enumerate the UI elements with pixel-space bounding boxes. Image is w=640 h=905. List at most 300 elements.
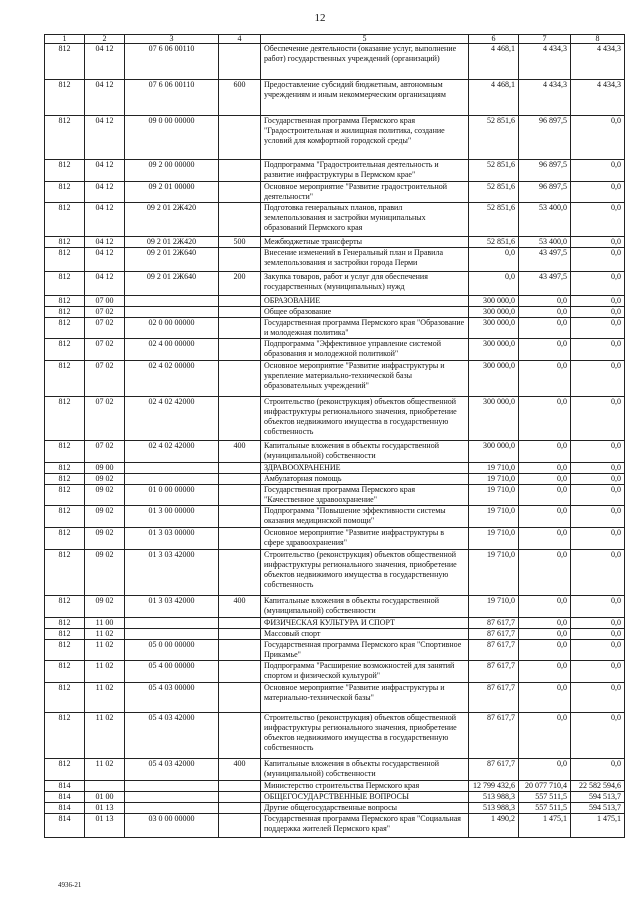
table-row	[45, 618, 625, 629]
cell-amount-year3: 0,0	[571, 307, 625, 318]
cell-amount-year2: 0,0	[519, 661, 571, 683]
table-row	[45, 683, 625, 713]
cell-amount-year1: 19 710,0	[469, 506, 519, 528]
cell-amount-year2: 557 511,5	[519, 792, 571, 803]
cell-amount-year2: 0,0	[519, 640, 571, 661]
cell-expense-type	[219, 550, 261, 596]
cell-administrator: 812	[45, 618, 85, 629]
cell-name: Капитальные вложения в объекты государственной (муниципальной) собственности	[261, 596, 469, 618]
cell-amount-year3: 0,0	[571, 618, 625, 629]
cell-amount-year3: 0,0	[571, 640, 625, 661]
table-row	[45, 296, 625, 307]
cell-expense-type: 400	[219, 441, 261, 463]
cell-target-article: 02 4 02 42000	[125, 397, 219, 441]
table-row	[45, 44, 625, 80]
cell-section: 04 12	[85, 116, 125, 160]
cell-section: 09 00	[85, 463, 125, 474]
cell-administrator: 812	[45, 506, 85, 528]
cell-amount-year2: 0,0	[519, 397, 571, 441]
cell-amount-year3: 0,0	[571, 361, 625, 397]
table-row	[45, 237, 625, 248]
cell-section: 11 02	[85, 640, 125, 661]
table-row	[45, 339, 625, 361]
cell-target-article: 03 0 00 00000	[125, 814, 219, 838]
cell-target-article: 09 2 01 00000	[125, 182, 219, 203]
cell-administrator: 812	[45, 182, 85, 203]
cell-section: 09 02	[85, 506, 125, 528]
table-row	[45, 463, 625, 474]
cell-amount-year3: 0,0	[571, 160, 625, 182]
cell-amount-year3: 4 434,3	[571, 80, 625, 116]
budget-table	[44, 34, 625, 838]
cell-name: Капитальные вложения в объекты государственной (муниципальной) собственности	[261, 759, 469, 781]
cell-amount-year1: 19 710,0	[469, 550, 519, 596]
cell-target-article: 02 0 00 00000	[125, 318, 219, 339]
cell-amount-year3: 0,0	[571, 596, 625, 618]
cell-administrator: 812	[45, 759, 85, 781]
cell-section: 07 02	[85, 339, 125, 361]
cell-amount-year1: 87 617,7	[469, 713, 519, 759]
cell-expense-type	[219, 203, 261, 237]
cell-amount-year1: 52 851,6	[469, 203, 519, 237]
cell-target-article: 09 2 01 2Ж640	[125, 272, 219, 296]
table-row	[45, 441, 625, 463]
cell-target-article: 09 2 00 00000	[125, 160, 219, 182]
cell-name: Межбюджетные трансферты	[261, 237, 469, 248]
cell-section: 07 02	[85, 307, 125, 318]
cell-amount-year3: 0,0	[571, 182, 625, 203]
cell-expense-type: 400	[219, 596, 261, 618]
cell-expense-type	[219, 629, 261, 640]
cell-target-article	[125, 463, 219, 474]
cell-name: Капитальные вложения в объекты государственной (муниципальной) собственности	[261, 441, 469, 463]
cell-administrator: 812	[45, 272, 85, 296]
cell-amount-year1: 87 617,7	[469, 640, 519, 661]
cell-amount-year3: 0,0	[571, 713, 625, 759]
cell-name: Подпрограмма "Эффективное управление системой образования и молодежной политикой"	[261, 339, 469, 361]
cell-amount-year2: 0,0	[519, 506, 571, 528]
cell-administrator: 812	[45, 463, 85, 474]
cell-name: ФИЗИЧЕСКАЯ КУЛЬТУРА И СПОРТ	[261, 618, 469, 629]
cell-administrator: 812	[45, 683, 85, 713]
cell-amount-year3: 0,0	[571, 318, 625, 339]
cell-target-article: 05 4 03 42000	[125, 759, 219, 781]
cell-amount-year3: 0,0	[571, 506, 625, 528]
cell-amount-year1: 52 851,6	[469, 237, 519, 248]
cell-expense-type	[219, 618, 261, 629]
cell-name: Подготовка генеральных планов, правил землепользования и застройки муниципальных образований Пермского края	[261, 203, 469, 237]
cell-section: 07 02	[85, 397, 125, 441]
cell-target-article	[125, 792, 219, 803]
cell-section: 07 02	[85, 318, 125, 339]
cell-section: 07 00	[85, 296, 125, 307]
cell-amount-year3: 0,0	[571, 248, 625, 272]
cell-section: 09 02	[85, 550, 125, 596]
cell-section: 09 02	[85, 596, 125, 618]
cell-section: 07 02	[85, 361, 125, 397]
cell-amount-year3: 0,0	[571, 397, 625, 441]
cell-section: 04 12	[85, 237, 125, 248]
cell-section: 09 02	[85, 474, 125, 485]
cell-name: Другие общегосударственные вопросы	[261, 803, 469, 814]
table-header-row	[45, 35, 625, 44]
table-row	[45, 814, 625, 838]
cell-amount-year3: 0,0	[571, 759, 625, 781]
cell-expense-type	[219, 474, 261, 485]
cell-target-article	[125, 803, 219, 814]
cell-amount-year1: 300 000,0	[469, 307, 519, 318]
cell-amount-year3: 22 582 594,6	[571, 781, 625, 792]
table-row	[45, 629, 625, 640]
table-row	[45, 781, 625, 792]
document-code: 4936-21	[58, 881, 82, 889]
cell-name: Государственная программа Пермского края "Образование и молодежная политика"	[261, 318, 469, 339]
cell-amount-year1: 300 000,0	[469, 318, 519, 339]
cell-administrator: 812	[45, 474, 85, 485]
cell-expense-type	[219, 528, 261, 550]
cell-name: Основное мероприятие "Развитие инфраструктуры и материально-технической базы"	[261, 683, 469, 713]
cell-expense-type	[219, 713, 261, 759]
cell-amount-year1: 513 988,3	[469, 792, 519, 803]
cell-expense-type	[219, 814, 261, 838]
cell-amount-year2: 4 434,3	[519, 44, 571, 80]
table-row	[45, 596, 625, 618]
cell-target-article	[125, 618, 219, 629]
cell-amount-year2: 96 897,5	[519, 116, 571, 160]
cell-amount-year1: 300 000,0	[469, 339, 519, 361]
cell-amount-year3: 594 513,7	[571, 792, 625, 803]
cell-target-article: 02 4 00 00000	[125, 339, 219, 361]
cell-section	[85, 781, 125, 792]
cell-amount-year3: 0,0	[571, 474, 625, 485]
cell-expense-type: 400	[219, 759, 261, 781]
cell-name: ОБЩЕГОСУДАРСТВЕННЫЕ ВОПРОСЫ	[261, 792, 469, 803]
table-row	[45, 116, 625, 160]
cell-administrator: 812	[45, 397, 85, 441]
table-row	[45, 759, 625, 781]
cell-name: Внесение изменений в Генеральный план и Правила землепользования и застройки города Перми	[261, 248, 469, 272]
cell-administrator: 812	[45, 203, 85, 237]
cell-target-article	[125, 474, 219, 485]
cell-name: Основное мероприятие "Развитие инфраструктуры в сфере здравоохранения"	[261, 528, 469, 550]
cell-amount-year2: 0,0	[519, 361, 571, 397]
cell-amount-year2: 0,0	[519, 596, 571, 618]
cell-target-article	[125, 296, 219, 307]
cell-amount-year3: 594 513,7	[571, 803, 625, 814]
table-row	[45, 661, 625, 683]
cell-expense-type	[219, 640, 261, 661]
cell-amount-year2: 0,0	[519, 629, 571, 640]
cell-administrator: 812	[45, 528, 85, 550]
cell-administrator: 814	[45, 781, 85, 792]
cell-amount-year1: 300 000,0	[469, 441, 519, 463]
cell-target-article: 05 4 00 00000	[125, 661, 219, 683]
cell-expense-type	[219, 683, 261, 713]
cell-amount-year1: 300 000,0	[469, 397, 519, 441]
cell-administrator: 812	[45, 80, 85, 116]
cell-amount-year3: 0,0	[571, 203, 625, 237]
cell-expense-type	[219, 44, 261, 80]
cell-amount-year2: 0,0	[519, 339, 571, 361]
cell-expense-type	[219, 296, 261, 307]
cell-expense-type	[219, 182, 261, 203]
cell-expense-type	[219, 361, 261, 397]
cell-amount-year2: 0,0	[519, 618, 571, 629]
cell-amount-year1: 87 617,7	[469, 618, 519, 629]
cell-amount-year3: 0,0	[571, 661, 625, 683]
column-header: 1	[45, 35, 85, 44]
cell-amount-year3: 0,0	[571, 237, 625, 248]
cell-administrator: 812	[45, 296, 85, 307]
cell-expense-type	[219, 397, 261, 441]
cell-amount-year2: 96 897,5	[519, 182, 571, 203]
cell-amount-year3: 0,0	[571, 485, 625, 506]
cell-target-article	[125, 629, 219, 640]
table-row	[45, 318, 625, 339]
cell-amount-year3: 0,0	[571, 550, 625, 596]
cell-target-article: 05 0 00 00000	[125, 640, 219, 661]
cell-administrator: 812	[45, 160, 85, 182]
cell-amount-year2: 0,0	[519, 759, 571, 781]
cell-target-article: 09 2 01 2Ж420	[125, 203, 219, 237]
cell-name: Государственная программа Пермского края "Спортивное Прикамье"	[261, 640, 469, 661]
cell-name: Строительство (реконструкция) объектов общественной инфраструктуры регионального значения, приобретение объектов недвижимого имущества в государственную собственность	[261, 550, 469, 596]
column-header: 4	[219, 35, 261, 44]
cell-administrator: 812	[45, 116, 85, 160]
cell-section: 11 02	[85, 661, 125, 683]
cell-name: Подпрограмма "Градостроительная деятельность и развитие инфраструктуры в Пермском крае"	[261, 160, 469, 182]
cell-amount-year3: 0,0	[571, 441, 625, 463]
cell-administrator: 812	[45, 713, 85, 759]
cell-amount-year1: 87 617,7	[469, 629, 519, 640]
cell-expense-type	[219, 339, 261, 361]
cell-target-article: 09 2 01 2Ж640	[125, 248, 219, 272]
cell-administrator: 814	[45, 814, 85, 838]
cell-amount-year2: 0,0	[519, 441, 571, 463]
cell-name: Подпрограмма "Повышение эффективности системы оказания медицинской помощи"	[261, 506, 469, 528]
cell-amount-year2: 96 897,5	[519, 160, 571, 182]
column-header: 8	[571, 35, 625, 44]
cell-administrator: 812	[45, 640, 85, 661]
cell-amount-year2: 43 497,5	[519, 248, 571, 272]
table-row	[45, 640, 625, 661]
cell-administrator: 812	[45, 361, 85, 397]
cell-amount-year2: 0,0	[519, 318, 571, 339]
cell-target-article	[125, 781, 219, 792]
cell-amount-year2: 557 511,5	[519, 803, 571, 814]
table-row	[45, 182, 625, 203]
table-row	[45, 485, 625, 506]
cell-section: 09 02	[85, 485, 125, 506]
cell-section: 04 12	[85, 272, 125, 296]
table-row	[45, 474, 625, 485]
cell-administrator: 812	[45, 318, 85, 339]
cell-amount-year1: 87 617,7	[469, 661, 519, 683]
cell-expense-type	[219, 160, 261, 182]
cell-name: Предоставление субсидий бюджетным, автономным учреждениям и иным некоммерческим организациям	[261, 80, 469, 116]
cell-amount-year3: 0,0	[571, 272, 625, 296]
cell-amount-year1: 4 468,1	[469, 80, 519, 116]
cell-expense-type	[219, 781, 261, 792]
cell-target-article: 05 4 03 42000	[125, 713, 219, 759]
cell-name: ОБРАЗОВАНИЕ	[261, 296, 469, 307]
table-row	[45, 203, 625, 237]
table-row	[45, 506, 625, 528]
table-row	[45, 160, 625, 182]
cell-amount-year3: 0,0	[571, 683, 625, 713]
cell-amount-year1: 52 851,6	[469, 182, 519, 203]
cell-expense-type: 200	[219, 272, 261, 296]
cell-target-article: 09 0 00 00000	[125, 116, 219, 160]
column-header: 6	[469, 35, 519, 44]
cell-amount-year3: 0,0	[571, 463, 625, 474]
cell-administrator: 814	[45, 792, 85, 803]
cell-amount-year3: 0,0	[571, 339, 625, 361]
cell-amount-year1: 0,0	[469, 272, 519, 296]
table-row	[45, 248, 625, 272]
cell-amount-year1: 513 988,3	[469, 803, 519, 814]
cell-amount-year1: 19 710,0	[469, 474, 519, 485]
cell-section: 04 12	[85, 182, 125, 203]
cell-amount-year1: 0,0	[469, 248, 519, 272]
cell-amount-year1: 300 000,0	[469, 296, 519, 307]
cell-expense-type	[219, 307, 261, 318]
cell-amount-year2: 0,0	[519, 683, 571, 713]
cell-name: Строительство (реконструкция) объектов общественной инфраструктуры регионального значения, приобретение объектов недвижимого имущества в государственную собственность	[261, 397, 469, 441]
cell-section: 04 12	[85, 248, 125, 272]
cell-amount-year2: 0,0	[519, 713, 571, 759]
cell-amount-year1: 19 710,0	[469, 485, 519, 506]
cell-expense-type	[219, 116, 261, 160]
cell-administrator: 812	[45, 596, 85, 618]
cell-section: 01 13	[85, 803, 125, 814]
cell-target-article: 02 4 02 00000	[125, 361, 219, 397]
cell-amount-year1: 4 468,1	[469, 44, 519, 80]
cell-amount-year2: 20 077 710,4	[519, 781, 571, 792]
cell-target-article: 01 0 00 00000	[125, 485, 219, 506]
cell-amount-year3: 0,0	[571, 116, 625, 160]
cell-administrator: 812	[45, 307, 85, 318]
cell-amount-year2: 0,0	[519, 307, 571, 318]
cell-section: 11 02	[85, 683, 125, 713]
cell-amount-year2: 0,0	[519, 528, 571, 550]
table-row	[45, 361, 625, 397]
table-row	[45, 803, 625, 814]
cell-amount-year1: 19 710,0	[469, 463, 519, 474]
cell-amount-year2: 53 400,0	[519, 237, 571, 248]
cell-section: 04 12	[85, 80, 125, 116]
cell-administrator: 812	[45, 339, 85, 361]
table-row	[45, 713, 625, 759]
cell-target-article: 02 4 02 42000	[125, 441, 219, 463]
cell-amount-year1: 12 799 432,6	[469, 781, 519, 792]
cell-expense-type	[219, 318, 261, 339]
cell-administrator: 812	[45, 550, 85, 596]
cell-name: Общее образование	[261, 307, 469, 318]
cell-section: 04 12	[85, 160, 125, 182]
cell-amount-year1: 19 710,0	[469, 528, 519, 550]
table-row	[45, 792, 625, 803]
cell-target-article: 01 3 03 42000	[125, 550, 219, 596]
cell-administrator: 812	[45, 629, 85, 640]
cell-amount-year3: 4 434,3	[571, 44, 625, 80]
page-number: 12	[314, 12, 326, 24]
cell-expense-type: 500	[219, 237, 261, 248]
column-header: 7	[519, 35, 571, 44]
cell-amount-year2: 1 475,1	[519, 814, 571, 838]
cell-section: 11 02	[85, 713, 125, 759]
cell-amount-year1: 19 710,0	[469, 596, 519, 618]
table-row	[45, 80, 625, 116]
cell-administrator: 812	[45, 44, 85, 80]
table-row	[45, 272, 625, 296]
cell-expense-type	[219, 248, 261, 272]
cell-section: 01 00	[85, 792, 125, 803]
cell-target-article: 01 3 03 00000	[125, 528, 219, 550]
cell-amount-year2: 0,0	[519, 474, 571, 485]
cell-administrator: 814	[45, 803, 85, 814]
cell-administrator: 812	[45, 661, 85, 683]
cell-name: Массовый спорт	[261, 629, 469, 640]
cell-amount-year1: 1 490,2	[469, 814, 519, 838]
cell-expense-type: 600	[219, 80, 261, 116]
cell-expense-type	[219, 485, 261, 506]
cell-section: 09 02	[85, 528, 125, 550]
cell-amount-year2: 0,0	[519, 550, 571, 596]
cell-expense-type	[219, 506, 261, 528]
cell-name: Государственная программа Пермского края "Социальная поддержка жителей Пермского края"	[261, 814, 469, 838]
cell-expense-type	[219, 803, 261, 814]
cell-expense-type	[219, 792, 261, 803]
table-row	[45, 307, 625, 318]
cell-name: Государственная программа Пермского края "Градостроительная и жилищная политика, создание условий для комфортной городской среды"	[261, 116, 469, 160]
cell-amount-year3: 0,0	[571, 528, 625, 550]
cell-amount-year3: 1 475,1	[571, 814, 625, 838]
cell-amount-year3: 0,0	[571, 629, 625, 640]
cell-amount-year1: 300 000,0	[469, 361, 519, 397]
cell-amount-year3: 0,0	[571, 296, 625, 307]
cell-name: Обеспечение деятельности (оказание услуг, выполнение работ) государственных учреждений (организаций)	[261, 44, 469, 80]
cell-section: 11 00	[85, 618, 125, 629]
cell-section: 11 02	[85, 759, 125, 781]
table-row	[45, 528, 625, 550]
cell-amount-year2: 43 497,5	[519, 272, 571, 296]
table-row	[45, 397, 625, 441]
cell-name: Закупка товаров, работ и услуг для обеспечения государственных (муниципальных) нужд	[261, 272, 469, 296]
cell-target-article: 01 3 00 00000	[125, 506, 219, 528]
cell-section: 07 02	[85, 441, 125, 463]
cell-target-article: 07 6 06 00110	[125, 80, 219, 116]
cell-expense-type	[219, 661, 261, 683]
cell-name: Амбулаторная помощь	[261, 474, 469, 485]
cell-name: Строительство (реконструкция) объектов общественной инфраструктуры регионального значения, приобретение объектов недвижимого имущества в государственную собственность	[261, 713, 469, 759]
cell-amount-year2: 53 400,0	[519, 203, 571, 237]
cell-section: 04 12	[85, 203, 125, 237]
cell-administrator: 812	[45, 485, 85, 506]
table-row	[45, 550, 625, 596]
cell-amount-year1: 52 851,6	[469, 116, 519, 160]
cell-name: Основное мероприятие "Развитие градостроительной деятельности"	[261, 182, 469, 203]
column-header: 2	[85, 35, 125, 44]
cell-expense-type	[219, 463, 261, 474]
cell-amount-year1: 52 851,6	[469, 160, 519, 182]
cell-target-article: 09 2 01 2Ж420	[125, 237, 219, 248]
cell-name: Государственная программа Пермского края "Качественное здравоохранение"	[261, 485, 469, 506]
cell-target-article	[125, 307, 219, 318]
cell-target-article: 01 3 03 42000	[125, 596, 219, 618]
cell-amount-year2: 4 434,3	[519, 80, 571, 116]
column-header: 3	[125, 35, 219, 44]
